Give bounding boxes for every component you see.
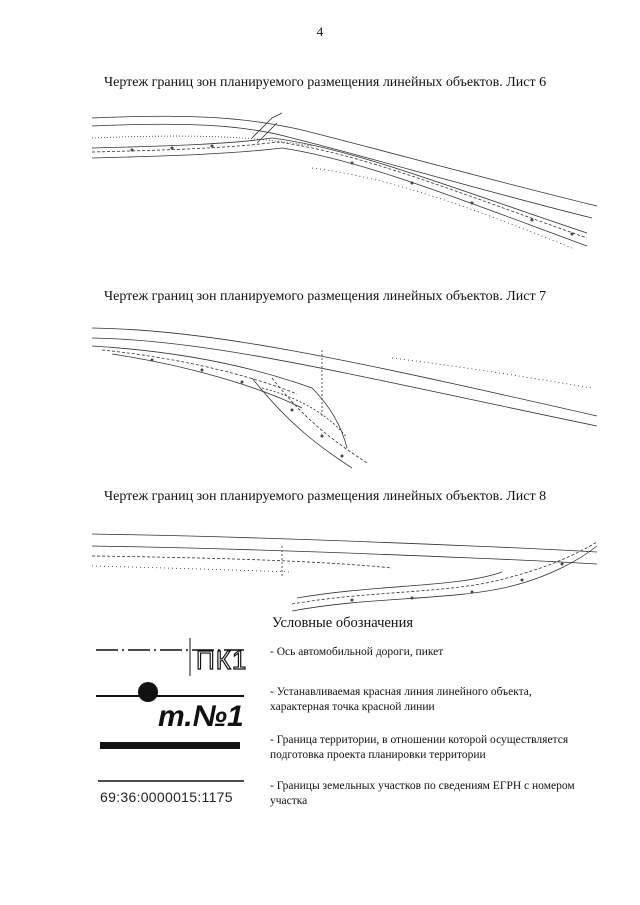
legend-desc-road-axis: - Ось автомобильной дороги, пикет (270, 646, 444, 658)
sheet-8-title: Чертеж границ зон планируемого размещения линейных объектов. Лист 8 (104, 489, 547, 504)
sheet-6-title: Чертеж границ зон планируемого размещения линейных объектов. Лист 6 (104, 75, 547, 90)
legend-heading: Условные обозначения (272, 615, 413, 631)
page-number: 4 (316, 24, 324, 39)
legend-desc-parcels: - Границы земельных участков по сведениям ЕГРН с номером участка (270, 780, 575, 807)
legend-desc-red-line: - Устанавливаемая красная линия линейного объекта, характерная точка красной линии (270, 686, 532, 713)
sheet-8-drawing (92, 516, 602, 616)
sheet-7-drawing (92, 318, 602, 478)
picket-label: ПК1 (196, 645, 248, 675)
parcel-boundary-symbol-icon (96, 776, 246, 786)
point-label: т.№1 (158, 700, 244, 733)
territory-boundary-symbol-icon (96, 738, 246, 754)
cadastral-number-label: 69:36:0000015:1175 (100, 789, 233, 805)
sheet-7-title: Чертеж границ зон планируемого размещения линейных объектов. Лист 7 (104, 289, 547, 304)
legend-desc-territory: - Граница территории, в отношении которой осуществляется подготовка проекта планировки территории (270, 734, 569, 761)
sheet-6-drawing (92, 108, 602, 258)
